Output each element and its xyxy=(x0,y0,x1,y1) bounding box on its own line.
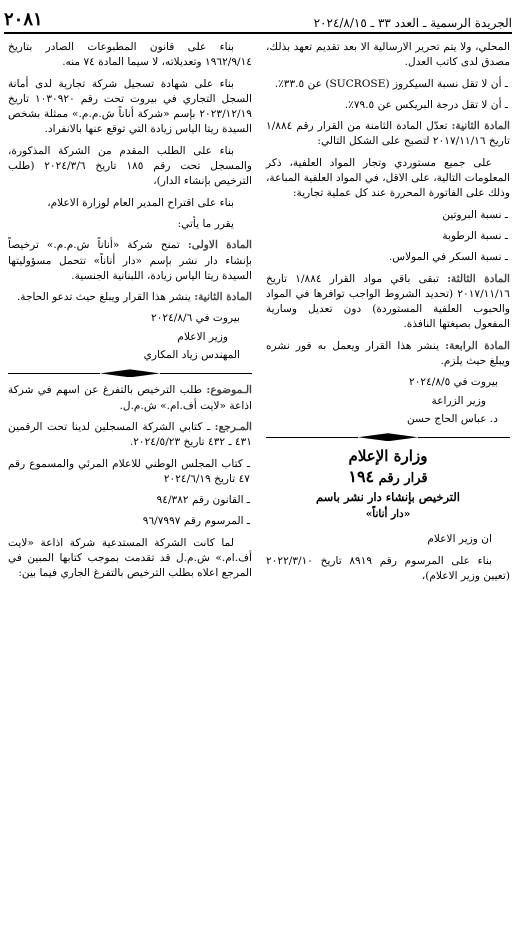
legal-basis: بناء على المرسوم رقم ٨٩١٩ تاريخ ٢٠٢٢/٣/١٠ (تعيين وزير الاعلام)، xyxy=(266,554,510,583)
legal-basis: بناء على الطلب المقدم من الشركة المذكورة، والمسجل تحت رقم ١٨٥ تاريخ ٢٠٢٤/٣/٦ (طلب الترخيص بإنشاء الدار)، xyxy=(8,144,252,188)
decision-number: ١٩٤ xyxy=(348,466,375,486)
list-item: ـ نسبة الرطوبة xyxy=(442,229,508,242)
article-text: تمنح شركة «أناناً ش.م.م.» ترخيصاً بإنشاء دار نشر بإسم «دار أناناً» تتحمل مسؤوليتها السيدة ريتا الياس زيادة، اللبنانية الجنسية. xyxy=(8,239,252,282)
reference-line xyxy=(8,420,252,451)
article-1 xyxy=(8,238,252,284)
article-text: تعدّل المادة الثامنة من القرار رقم ١/٨٨٤ تاريخ ٢٠١٧/١١/١٦ لتصبح على الشكل التالي: xyxy=(266,120,510,148)
reference-item: ـ القانون رقم ٩٤/٣٨٢ xyxy=(156,494,250,507)
reference-item: ـ كتاب المجلس الوطني للاعلام المرئي والمسموع رقم ٤٧ تاريخ ٢٠٢٤/٦/١٩ xyxy=(8,457,250,485)
article-3 xyxy=(266,272,510,333)
subject-label: الـموضوع: xyxy=(206,384,252,397)
decision-subject-name: «دار أناناً» xyxy=(365,508,411,521)
subject-text: طلب الترخيص بالتفرغ عن اسهم في شركة اذاعة «لايت أف.ام.» ش.م.ل. xyxy=(8,384,252,412)
signature-title: وزير الاعلام xyxy=(177,330,228,343)
article-label: المادة الرابعة: xyxy=(445,339,511,352)
page-header xyxy=(4,8,512,34)
left-column xyxy=(8,40,252,588)
article-label: المادة الثالثة: xyxy=(447,272,510,285)
condition-item: ـ أن لا تقل نسبة السيكروز (SUCROSE) عن ٣٣.٥٪. xyxy=(274,77,508,90)
article-4 xyxy=(266,339,510,370)
right-column xyxy=(266,40,510,590)
reference-label: المـرجع: xyxy=(214,420,252,433)
signature-name: د. عباس الحاج حسن xyxy=(406,412,498,425)
article-label: المادة الثانية: xyxy=(451,120,510,133)
reference-item: ـ المرسوم رقم ٩٦/٧٩٩٧ xyxy=(142,515,250,528)
article-text: تبقى باقي مواد القرار ١/٨٨٤ تاريخ ٢٠١٧/١١/١٦ (تحديد الشروط الواجب توافرها في المواد والحبوب العلفية المستوردة) دون تعديل وسارية المفعول بصيغتها النافذة. xyxy=(266,272,510,331)
closing-paragraph: لما كانت الشركة المستدعية شركة اذاعة «لايت أف.ام.» ش.م.ل قد تقدمت بموجب كتابها المبين في المرجع اعلاه بطلب الترخيص بالتفرغ الجاري فيما بين: xyxy=(8,536,252,580)
subject-line xyxy=(8,383,252,414)
article-label: المادة الثانية: xyxy=(194,291,252,304)
article-text: ينشر هذا القرار ويعمل به فور نشره ويبلغ حيث يلزم. xyxy=(266,339,510,368)
page-number: ٢٠٨١ xyxy=(4,9,43,30)
section-divider xyxy=(8,369,252,377)
legal-basis: بناء على اقتراح المدير العام لوزارة الاعلام، xyxy=(47,196,234,209)
decision-subject: الترخيص بإنشاء دار نشر باسم xyxy=(316,489,460,504)
signature-date: بيروت في ٢٠٢٤/٨/٥ xyxy=(409,376,498,389)
article-2 xyxy=(266,119,510,150)
minister-intro: ان وزير الاعلام xyxy=(427,533,492,546)
legal-basis: بناء على شهادة تسجيل شركة تجارية لدى أمانة السجل التجاري في بيروت تحت رقم ١٠٣٠٩٢٠ تاريخ ٢٠٢٣/١٢/١٩ بإسم «شركة أناناً ش.م.م.» ممثلة بشخص السيدة ريتا الياس زيادة التي توقع عنها بالانفراد. xyxy=(8,77,252,136)
decides-line: يقرر ما يأتي: xyxy=(177,217,234,230)
legal-basis: بناء على قانون المطبوعات الصادر بتاريخ ١٩٦٢/٩/١٤ وتعديلاته، لا سيما المادة ٧٤ منه. xyxy=(8,41,252,69)
article-label: المادة الاولى: xyxy=(187,239,252,252)
article-2 xyxy=(8,290,252,305)
intro-text: المحلي، ولا يتم تحرير الارسالية الا بعد تقديم تعهد بذلك، مصدق لدى كاتب العدل. xyxy=(266,41,510,69)
article-text: ينشر هذا القرار ويبلغ حيث تدعو الحاجة. xyxy=(16,291,191,304)
reference-text: ـ كتابي الشركة المسجلين لدينا تحت الرقمين ٤٣١ ـ ٤٣٢ تاريخ ٢٠٢٤/٥/٢٣. xyxy=(8,420,252,449)
list-item: ـ نسبة البروتين xyxy=(442,208,508,221)
signature-title: وزير الزراعة xyxy=(431,394,486,407)
section-divider xyxy=(266,433,510,441)
signature-date: بيروت في ٢٠٢٤/٨/٦ xyxy=(151,312,240,325)
signature-name: المهندس زياد المكاري xyxy=(143,349,240,362)
decision-heading xyxy=(266,466,510,486)
list-item: ـ نسبة السكر في المولاس. xyxy=(388,251,508,264)
condition-item: ـ أن لا تقل درجة البريكس عن ٧٩.٥٪. xyxy=(344,98,508,111)
article-2-body: على جميع مستوردي وتجار المواد العلفية، ذكر المعلومات التالية، على الاقل، في المواد العلفية المباعة، وذلك على الفاتورة المحررة عند كل عملية تجارية: xyxy=(266,156,510,200)
decision-label: قرار رقم xyxy=(378,470,428,486)
gazette-title: الجريدة الرسمية ـ العدد ٣٣ ـ ٢٠٢٤/٨/١٥ xyxy=(313,16,512,30)
ministry-heading: وزارة الإعلام xyxy=(348,447,428,466)
